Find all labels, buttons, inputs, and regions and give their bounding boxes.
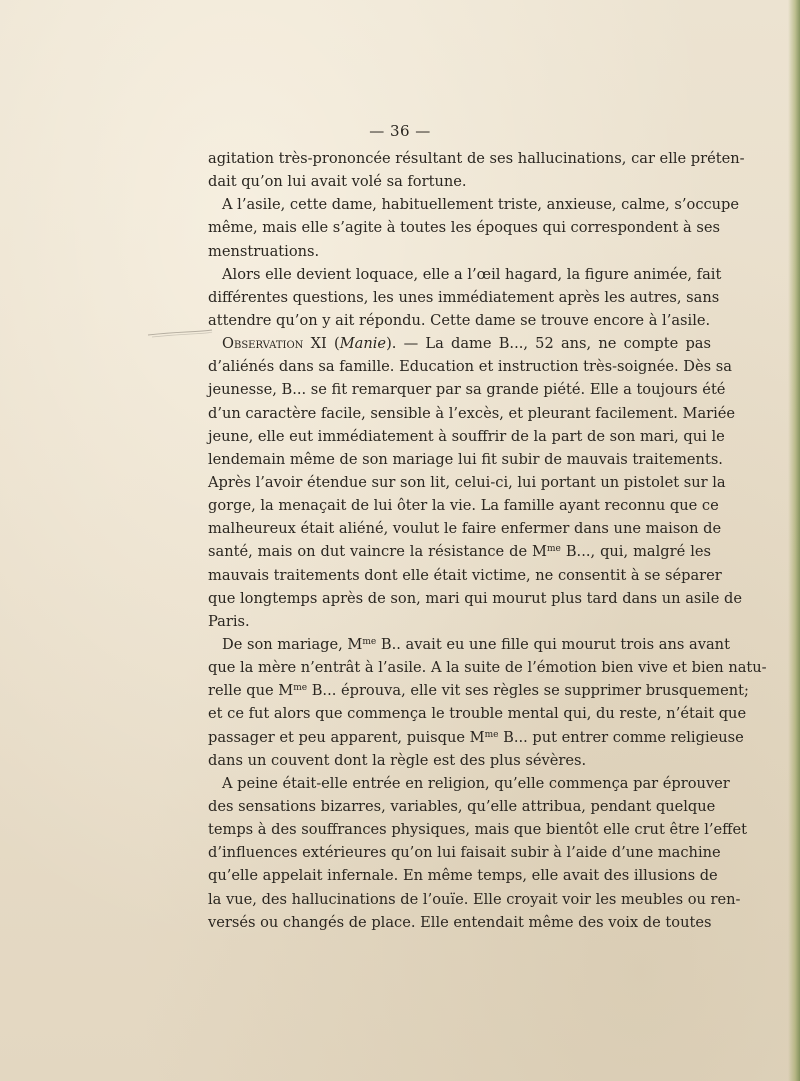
text-line: agitation très-prononcée résultant de ses hallucinations, car elle préten- (208, 150, 745, 167)
text-line: Après l’avoir étendue sur son lit, celui-ci, lui portant un pistolet sur la (208, 473, 726, 491)
text-line: dans un couvent dont la règle est des plus sévères. (208, 751, 587, 769)
text-line: Paris. (208, 612, 250, 630)
text-line: et ce fut alors que commença le trouble mental qui, du reste, n’était que (208, 705, 747, 723)
text-line: des sensations bizarres, variables, qu’elle attribua, pendant quelque (208, 797, 716, 815)
page-number: — 36 — (369, 122, 431, 140)
text-line: différentes questions, les unes immédiatement après les autres, sans (208, 288, 720, 306)
text-line: d’aliénés dans sa famille. Education et instruction très-soignée. Dès sa (208, 358, 732, 376)
text-line: menstruations. (208, 242, 320, 260)
observation-heading-line: Observation XI (Manie). — La dame B..., 52 ans, ne compte pas (222, 335, 711, 353)
text-line: relle que $M^{me}$ B... éprouva, elle vit ses règles se supprimer brusquement; (208, 682, 749, 700)
text-line: mauvais traitements dont elle était victime, ne consentit à se séparer (208, 566, 722, 584)
text-line: Alors elle devient loquace, elle a l’œil hagard, la figure animée, fait (222, 265, 722, 283)
text-line: qu’elle appelait infernale. En même temps, elle avait des illusions de (208, 867, 718, 885)
page-edge-stain (788, 0, 800, 1081)
text-line: dait qu’on lui avait volé sa fortune. (208, 173, 467, 191)
text-line: De son mariage, $M^{me}$ B.. avait eu une fille qui mourut trois ans avant (222, 635, 730, 653)
text-line: que la mère n’entrât à l’asile. A la suite de l’émotion bien vive et bien natu- (208, 659, 767, 677)
text-line: santé, mais on dut vaincre la résistance de $M^{me}$ B..., qui, malgré les (208, 543, 711, 561)
pencil-mark (146, 328, 214, 338)
text-line: d’influences extérieures qu’on lui faisait subir à l’aide d’une machine (208, 844, 721, 862)
text-line: A peine était-elle entrée en religion, qu’elle commença par éprouver (222, 774, 730, 792)
text-line: lendemain même de son mariage lui fit subir de mauvais traitements. (208, 450, 723, 468)
text-line: attendre qu’on y ait répondu. Cette dame se trouve encore à l’asile. (208, 311, 711, 329)
text-line: passager et peu apparent, puisque $M^{me}$ B... put entrer comme religieuse (208, 728, 744, 746)
text-line: jeunesse, B... se fit remarquer par sa grande piété. Elle a toujours été (208, 381, 726, 399)
body-text (208, 147, 767, 934)
text-line: même, mais elle s’agite à toutes les époques qui correspondent à ses (208, 219, 720, 237)
text-line: temps à des souffrances physiques, mais que bientôt elle crut être l’effet (208, 821, 748, 839)
text-line: jeune, elle eut immédiatement à souffrir de la part de son mari, qui le (208, 427, 725, 445)
text-line: versés ou changés de place. Elle entendait même des voix de toutes (208, 913, 712, 931)
text-line: gorge, la menaçait de lui ôter la vie. La famille ayant reconnu que ce (208, 497, 719, 515)
text-line: que longtemps après de son, mari qui mourut plus tard dans un asile de (208, 589, 742, 607)
text-line: malheureux était aliéné, voulut le faire enfermer dans une maison de (208, 520, 722, 538)
text-line: d’un caractère facile, sensible à l’excès, et pleurant facilement. Mariée (208, 404, 736, 422)
text-line: A l’asile, cette dame, habituellement triste, anxieuse, calme, s’occupe (222, 196, 740, 214)
text-line: la vue, des hallucinations de l’ouïe. Elle croyait voir les meubles ou ren- (208, 890, 741, 908)
